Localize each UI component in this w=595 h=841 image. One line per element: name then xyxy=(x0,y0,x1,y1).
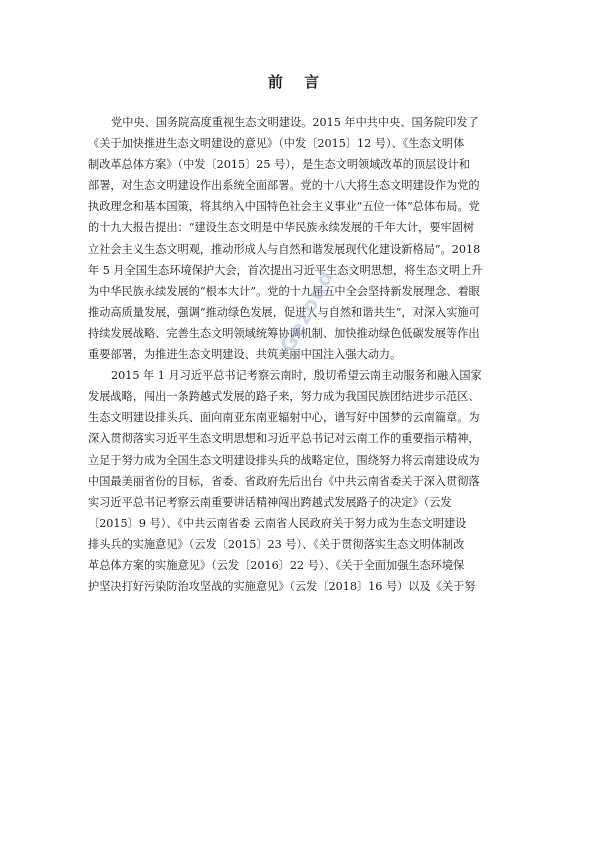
paragraph-line: 中国最美丽省份的目标，省委、省政府先后出台《中共云南省委关于深入贯彻落 xyxy=(88,474,480,488)
document-body xyxy=(88,112,512,597)
paragraph-line: 生态文明建设排头兵、面向南亚东南亚辐射中心，谱写好中国梦的云南篇章。为 xyxy=(88,411,480,425)
paragraph-line: 立社会主义生态文明观，推动形成人与自然和谐发展现代化建设新格局”。2018 xyxy=(88,242,481,256)
watermark: Gezoud xyxy=(275,265,339,357)
paragraph-line: 2015 年 1 月习近平总书记考察云南时，殷切希望云南主动服务和融入国家 xyxy=(111,369,482,383)
paragraph-line: 实习近平总书记考察云南重要讲话精神闯出跨越式发展路子的决定》（云发 xyxy=(88,495,452,509)
paragraph-line: 排头兵的实施意见》（云发〔2015〕23 号）、《关于贯彻落实生态文明体制改 xyxy=(88,537,465,551)
paragraph-line: 部署，对生态文明建设作出系统全面部署。党的十八大将生态文明建设作为党的 xyxy=(88,179,480,193)
paragraph-line: 护坚决打好污染防治攻坚战的实施意见》（云发〔2018〕16 号）以及《关于努 xyxy=(88,580,476,594)
paragraph-line: 为中华民族永续发展的“根本大计”。党的十九届五中全会坚持新发展理念、着眼 xyxy=(88,284,480,298)
page-title: 前 言 xyxy=(267,73,328,91)
paragraph-line: 执政理念和基本国策，将其纳入中国特色社会主义事业“五位一体”总体布局。党 xyxy=(88,200,480,214)
paragraph-line: 深入贯彻落实习近平生态文明思想和习近平总书记对云南工作的重要指示精神， xyxy=(88,432,480,446)
paragraph-line: 革总体方案的实施意见》（云发〔2016〕22 号）、《关于全面加强生态环境保 xyxy=(88,558,465,572)
paragraph-line: 立足于努力成为全国生态文明建设排头兵的战略定位，围绕努力将云南建设成为 xyxy=(88,453,480,467)
paragraph-line: 〔2015〕9 号）、《中共云南省委 云南省人民政府关于努力成为生态文明建设 xyxy=(88,516,467,530)
paragraph-line: 的十九大报告提出：“建设生态文明是中华民族永续发展的千年大计，要牢固树 xyxy=(88,221,475,235)
paragraph-line: 年 5 月全国生态环境保护大会，首次提出习近平生态文明思想，将生态文明上升 xyxy=(88,263,483,277)
paragraph-line: 持续发展战略、完善生态文明领域统筹协调机制、加快推动绿色低碳发展等作出 xyxy=(88,326,480,340)
paragraph-line: 发展战略，闯出一条跨越式发展的路子来，努力成为我国民族团结进步示范区、 xyxy=(88,390,480,404)
paragraph-line: 《关于加快推进生态文明建设的意见》（中发〔2015〕12 号）、《生态文明体 xyxy=(88,137,465,151)
paragraph-line: 重要部署，为推进生态文明建设、共筑美丽中国注入强大动力。 xyxy=(88,348,402,362)
paragraph-line: 党中央、国务院高度重视生态文明建设。2015 年中共中央、国务院印发了 xyxy=(111,116,479,129)
paragraph-line: 推动高质量发展，强调“推动绿色发展，促进人与自然和谐共生”，对深入实施可 xyxy=(88,305,480,319)
paragraph-line: 制改革总体方案》（中发〔2015〕25 号），是生态文明领域改革的顶层设计和 xyxy=(88,158,470,172)
